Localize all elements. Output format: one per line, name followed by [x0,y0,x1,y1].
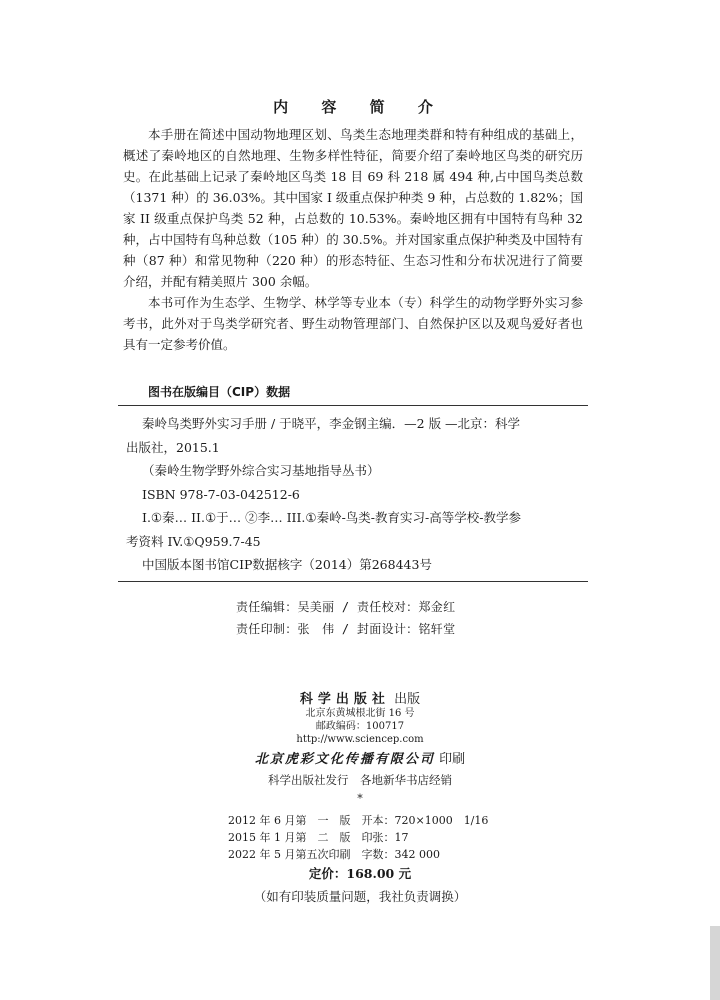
printer-line [0,748,720,767]
summary-paragraph-2: 本书可作为生态学、生物学、林学等专业本（专）科学生的动物学野外实习参考书，此外对于鸟类学研究者、野生动物管理部门、自然保护区以及观鸟爱好者也具有一定参考价值。 [123,295,583,352]
publisher-line [0,688,720,707]
cip-record [118,405,588,582]
page-title: 内 容 简 介 [273,98,447,116]
summary-section [123,124,583,355]
cip-line-title: 秦岭鸟类野外实习手册 / 于晓平，李金钢主编．—2 版 —北京：科学 [142,416,521,431]
separator-star: * [357,792,363,805]
printer-suffix: 印刷 [439,752,466,767]
staff-production: 责任印制：张 伟 / 封面设计：铭轩堂 [236,622,456,636]
cip-line-publisher: 出版社，2015.1 [126,439,220,455]
summary-paragraph-1: 本手册在简述中国动物地理区划、鸟类生态地理类群和特有种组成的基础上，概述了秦岭地区的自然地理、生物多样性特征，简要介绍了秦岭地区鸟类的研究历史。在此基础上记录了秦岭地区鸟类 18 目 69 科 218 属 494 种,占中国鸟类总数（1371 种）的 36.03%。其中国家 I 级重点保护种类 9 种，占总数的 1.82%；国家 II 级重点保护鸟类 52 种，占总数的 10.53%。秦岭地区拥有中国特有鸟种 32 种，占中国特有鸟种总数（105 种）的 30.5%。并对国家重点保护种类及中国特有种（87 种）和常见物种（220 种）的形态特征、生态习性和分布状况进行了简要介绍，并配有精美照片 300 余幅。 [123,127,583,289]
publisher-address: 北京东黄城根北街 16 号 [305,708,415,719]
cip-line-classification-cont: 考资料 IV.①Q959.7-45 [126,533,261,549]
cip-heading: 图书在版编目（CIP）数据 [148,385,291,399]
edition-info [228,812,488,863]
price: 定价：168.00 元 [308,866,412,881]
edition-line-2: 2015 年 1 月第 二 版 印张：17 [228,831,409,844]
printer-name: 北京虎彩文化传播有限公司 [254,752,435,767]
edition-line-1: 2012 年 6 月第 一 版 开本：720×1000 1/16 [228,814,489,827]
cip-line-series: （秦岭生物学野外综合实习基地指导丛书） [142,463,380,478]
publisher-suffix: 出版 [394,692,421,707]
cip-line-record-number: 中国版本图书馆CIP数据核字（2014）第268443号 [142,557,432,572]
page-edge-marker [710,926,720,1000]
staff-editors: 责任编辑：吴美丽 / 责任校对：郑金红 [236,600,456,614]
publisher-info [0,688,720,805]
distribution-line: 科学出版社发行 各地新华书店经销 [268,773,452,787]
return-notice: （如有印装质量问题，我社负责调换） [253,889,467,904]
cip-line-classification: I.①秦… II.①于… ②李… III.①秦岭-鸟类-教育实习-高等学校-教学参 [142,510,521,525]
publisher-logo-text: 科学出版社 [299,692,390,707]
publisher-url: http://www.sciencep.com [296,734,424,745]
edition-line-3: 2022 年 5 月第五次印刷 字数：342 000 [228,848,440,861]
cip-line-isbn: ISBN 978-7-03-042512-6 [142,486,300,502]
publisher-postcode: 邮政编码：100717 [315,721,405,732]
